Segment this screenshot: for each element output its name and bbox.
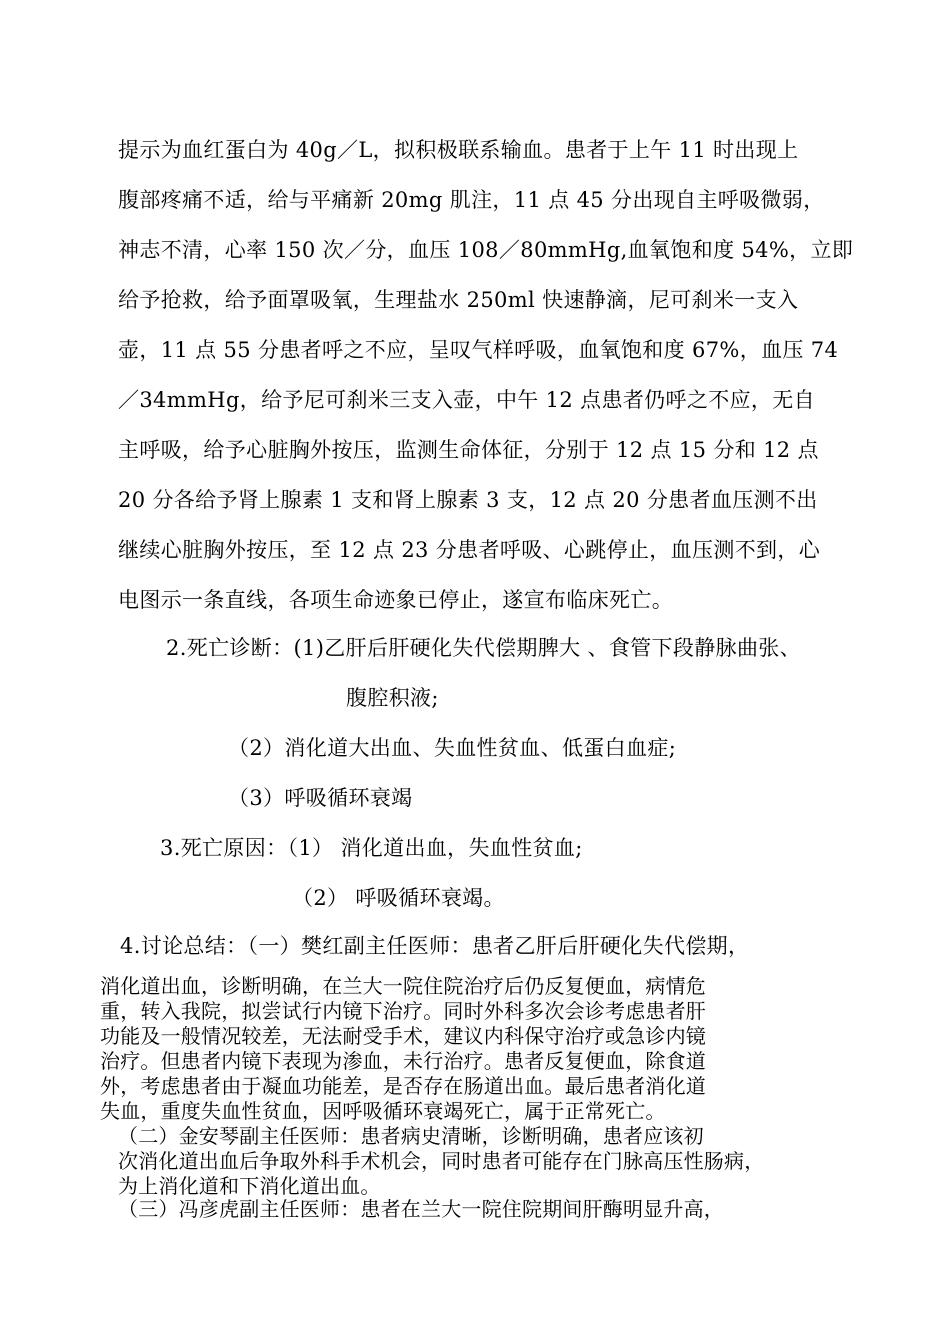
narrative-line: 继续心脏胸外按压，至 12 点 23 分患者呼吸、心跳停止，血压测不到，心: [118, 538, 821, 562]
narrative-line: 20 分各给予肾上腺素 1 支和肾上腺素 3 支，12 点 20 分患者血压测不出: [118, 488, 818, 512]
discussion-line: 消化道出血，诊断明确，在兰大一院住院治疗后仍反复便血，病情危: [100, 974, 706, 998]
narrative-line: 电图示一条直线，各项生命迹象已停止，遂宣布临床死亡。: [118, 588, 674, 612]
narrative-line: 神志不清，心率 150 次／分，血压 108／80mmHg,血氧饱和度 54%，立即: [118, 238, 854, 262]
narrative-line: 腹部疼痛不适，给与平痛新 20mg 肌注，11 点 45 分出现自主呼吸微弱，: [118, 188, 825, 212]
discussion-line: 重，转入我院，拟尝试行内镜下治疗。同时外科多次会诊考虑患者肝: [100, 999, 706, 1023]
diagnosis-item: （2）消化道大出血、失血性贫血、低蛋白血症;: [228, 736, 677, 760]
diagnosis-item: 腹腔积液;: [346, 686, 439, 710]
narrative-line: ／34mmHg，给予尼可刹米三支入壶，中午 12 点患者仍呼之不应，无自: [118, 388, 815, 412]
discussion-line: 失血，重度失血性贫血，因呼吸循环衰竭死亡，属于正常死亡。: [100, 1099, 666, 1123]
discussion-line: 次消化道出血后争取外科手术机会，同时患者可能存在门脉高压性肠病，: [118, 1149, 765, 1173]
discussion-line: 为上消化道和下消化道出血。: [118, 1174, 381, 1198]
narrative-line: 壶，11 点 55 分患者呼之不应，呈叹气样呼吸，血氧饱和度 67%，血压 74: [118, 338, 839, 362]
discussion-heading: 4.讨论总结：（一）樊红副主任医师：患者乙肝后肝硬化失代偿期，: [120, 934, 750, 958]
discussion-line: 外，考虑患者由于凝血功能差，是否存在肠道出血。最后患者消化道: [100, 1074, 706, 1098]
narrative-line: 提示为血红蛋白为 40g／L，拟积极联系输血。患者于上午 11 时出现上: [118, 138, 799, 162]
discussion-line: （二）金安琴副主任医师：患者病史清晰，诊断明确，患者应该初: [118, 1124, 704, 1148]
discussion-line: （三）冯彦虎副主任医师：患者在兰大一院住院期间肝酶明显升高，: [118, 1197, 724, 1221]
discussion-line: 功能及一般情况较差，无法耐受手术，建议内科保守治疗或急诊内镜: [100, 1024, 706, 1048]
cause-item: （2） 呼吸循环衰竭。: [292, 886, 505, 910]
cause-heading: 3.死亡原因：（1） 消化道出血，失血性贫血;: [160, 836, 583, 860]
diagnosis-heading: 2.死亡诊断：(1)乙肝后肝硬化失代偿期脾大 、食管下段静脉曲张、: [166, 636, 802, 660]
narrative-line: 主呼吸，给予心脏胸外按压，监测生命体征，分别于 12 点 15 分和 12 点: [118, 438, 819, 462]
diagnosis-item: （3）呼吸循环衰竭: [228, 786, 413, 810]
discussion-line: 治疗。但患者内镜下表现为渗血，未行治疗。患者反复便血，除食道: [100, 1049, 706, 1073]
narrative-line: 给予抢救，给予面罩吸氧，生理盐水 250ml 快速静滴，尼可刹米一支入: [118, 288, 799, 312]
